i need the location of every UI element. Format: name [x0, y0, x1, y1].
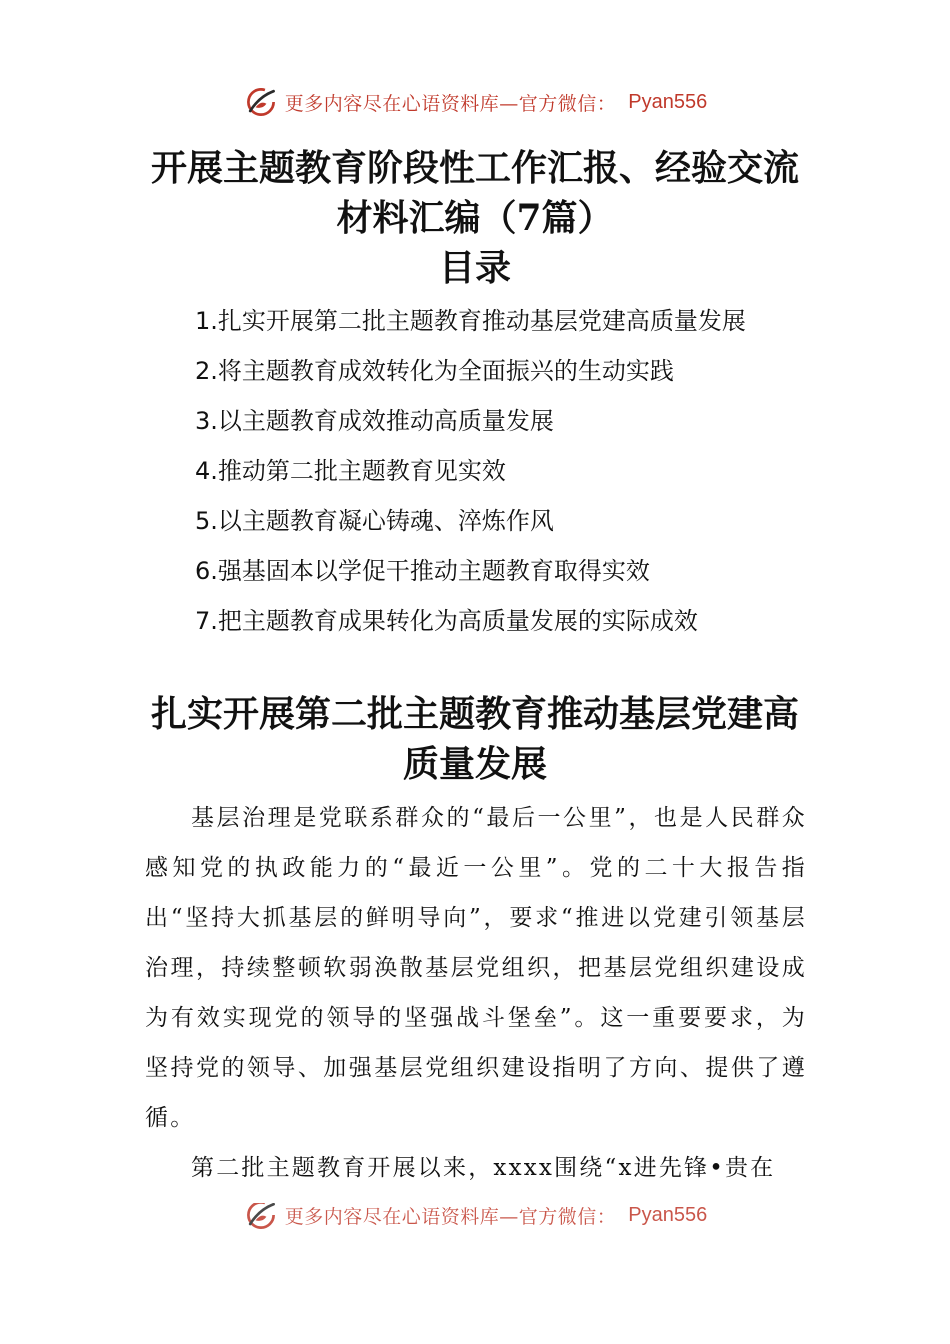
footer-watermark — [0, 1203, 950, 1237]
document-title-line-1: 开展主题教育阶段性工作汇报、经验交流 — [150, 147, 799, 189]
toc-item[interactable]: 4.推动第二批主题教育见实效 — [195, 457, 506, 485]
document-title-line-2: 材料汇编（7篇） — [336, 197, 614, 239]
watermark-wechat-id: Pyan556 — [628, 1203, 708, 1226]
toc-item[interactable]: 7.把主题教育成果转化为高质量发展的实际成效 — [195, 607, 698, 635]
table-of-contents — [195, 296, 746, 646]
section-body — [145, 793, 807, 1193]
section-title-line-1: 扎实开展第二批主题教育推动基层党建高 — [150, 693, 799, 735]
toc-item[interactable]: 6.强基固本以学促干推动主题教育取得实效 — [195, 557, 650, 585]
section-title-line-2: 质量发展 — [402, 743, 547, 785]
toc-item[interactable]: 3.以主题教育成效推动高质量发展 — [195, 407, 554, 435]
brush-logo-icon — [243, 1203, 279, 1233]
watermark-text: 更多内容尽在心语资料库—官方微信： — [284, 1205, 617, 1228]
watermark-text: 更多内容尽在心语资料库—官方微信： — [284, 92, 617, 115]
header-watermark — [0, 82, 950, 122]
body-paragraph: 基层治理是党联系群众的“最后一公里”，也是人民群众感知党的执政能力的“最近一公里”。党的二十大报告指出“坚持大抓基层的鲜明导向”，要求“推进以党建引领基层治理，持续整顿软弱涣散基层党组织，把基层党组织建设成为有效实现党的领导的坚强战斗堡垒”。这一重要要求，为坚持党的领导、加强基层党组织建设指明了方向、提供了遵循。 — [145, 805, 807, 1131]
toc-item[interactable]: 2.将主题教育成效转化为全面振兴的生动实践 — [195, 357, 674, 385]
toc-item[interactable]: 1.扎实开展第二批主题教育推动基层党建高质量发展 — [195, 307, 746, 335]
watermark-wechat-id: Pyan556 — [628, 90, 708, 113]
toc-item[interactable]: 5.以主题教育凝心铸魂、淬炼作风 — [195, 507, 554, 535]
toc-heading: 目录 — [438, 247, 511, 289]
brush-logo-icon — [243, 84, 279, 120]
body-paragraph: 第二批主题教育开展以来，xxxx围绕“x进先锋•贵在 — [191, 1155, 776, 1181]
